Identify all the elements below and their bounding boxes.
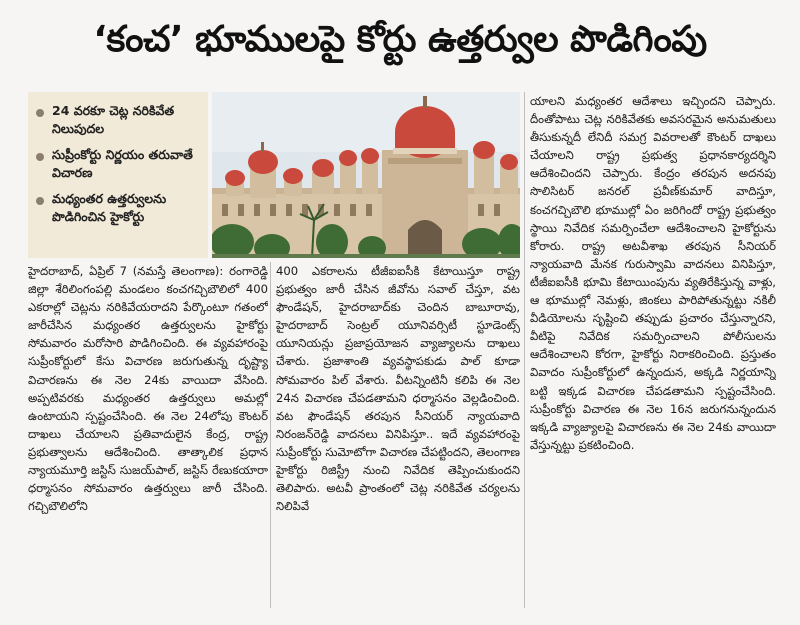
bullet-icon (36, 153, 44, 161)
article-column-2: 400 ఎకరాలను టీజీఐఐసీకి కేటాయిస్తూ రాష్ట్ర ప్రభుత్వం జారీ చేసిన జీవోను సవాల్ చేస్తూ, వట ఫౌండేషన్, హైదరాబాద్‌కు చెందిన బాబూరావు, హైదరాబాద్ సెంట్రల్ యూనివర్సిటీ స్టూడెంట్స్ యూనియన్లు ప్రజాప్రయోజన వ్యాజ్యాలను దాఖలు చేశారు. ప్రజాశాంతి వ్యవస్థాపకుడు పాల్ కూడా సోమవారం పిల్ వేశారు. వీటన్నింటినీ కలిపి ఈ నెల 24న విచారణ చేపడతామని ధర్మాసనం వెల్లడించింది. వట ఫౌండేషన్ తరపున సీనియర్ న్యాయవాది నిరంజన్‌రెడ్డి వాదనలు వినిపిస్తూ.. ఇదే వ్యవహారంపై సుప్రీంకోర్టు సుమోటోగా విచారణ చేపట్టిందని, తెలంగాణ హైకోర్టు రిజిస్ట్రీ నుంచి నివేదిక తెప్పించుకుందని తెలిపారు. అటవీ ప్రాంతంలో చెట్ల నరికివేత చర్యలను నిలిపివే (276, 264, 520, 514)
column-divider (524, 92, 525, 608)
highlight-text: సుప్రీంకోర్టు నిర్ణయం తరువాతే విచారణ (52, 147, 193, 180)
column-divider (270, 262, 271, 608)
headline: ‘కంచ’ భూములపై కోర్టు ఉత్తర్వుల పొడిగింపు (93, 19, 707, 60)
bullet-icon (36, 197, 44, 205)
highlights-box (28, 92, 208, 258)
article-column-1: హైదరాబాద్, ఏప్రిల్ 7 (నమస్తే తెలంగాణ): రంగారెడ్డి జిల్లా శేరిలింగంపల్లి మండలం కంచగచ్చిబౌలిలో 400 ఎకరాల్లో చెట్లను నరికివేయరాదని పేర్కొంటూ గతంలో జారీచేసిన మధ్యంతర ఉత్తర్వులను హైకోర్టు సోమవారం మరోసారి పొడిగించింది. ఈ వ్యవహారంపై సుప్రీంకోర్టులో కేసు విచారణ జరుగుతున్న దృష్ట్యా విచారణను ఈ నెల 24కు వాయిదా వేసింది. అప్పటివరకు మధ్యంతర ఉత్తర్వులు అమల్లో ఉంటాయని స్పష్టంచేసింది. ఈ నెల 24లోపు కౌంటర్ దాఖలు చేయాలని ప్రతివాదులైన కేంద్ర, రాష్ట్ర ప్రభుత్వాలను ఆదేశించింది. తాత్కాలిక ప్రధాన న్యాయమూర్తి జస్టిస్ సుజయ్‌పాల్, జస్టిస్ రేణుకయారా ధర్మాసనం సోమవారం ఉత్తర్వులు జారీ చేసింది. గచ్చిబౌలిలోని (28, 264, 268, 514)
highlight-text: మధ్యంతర ఉత్తర్వులను పొడిగించిన హైకోర్టు (52, 191, 167, 224)
high-court-building-photo (212, 92, 520, 258)
bullet-icon (36, 109, 44, 117)
highlight-item (36, 102, 200, 138)
article-column-3: యాలని మధ్యంతర ఆదేశాలు ఇచ్చిందని చెప్పారు. దీంతోపాటు చెట్ల నరికివేతకు అవసరమైన అనుమతులు తీసుకున్నదీ లేనిదీ సమగ్ర వివరాలతో కౌంటర్ దాఖలు చేయాలని రాష్ట్ర ప్రభుత్వ ప్రధానకార్యదర్శిని ఆదేశించిందని చెప్పారు. కేంద్రం తరపున అదనపు సొలిసిటర్ జనరల్ ప్రవీణ్‌కుమార్ వాదిస్తూ, కంచగచ్చిబౌలి భూముల్లో ఏం జరిగిందో రాష్ట్ర ప్రభుత్వం స్థాయి నివేదిక సమర్పించేలా ఆదేశించాలని హైకోర్టును కోరారు. రాష్ట్ర అటవీశాఖ తరపున సీనియర్ న్యాయవాది మేనక గురుస్వామి వాదనలు వినిపిస్తూ, టీజీఐఐసీకి భూమి కేటాయింపును వ్యతిరేకిస్తున్న వాళ్లు, ఆ భూముల్లో నెమళ్లు, జింకలు పారిపోతున్నట్టు నకిలీ వీడియోలను సృష్టించి తప్పుడు ప్రచారం చేస్తున్నారని, వీటిపై నివేదిక సమర్పించాలని పోలీసులను ఆదేశించాలని కోరగా, హైకోర్టు నిరాకరించింది. ప్రస్తుతం వివాదం సుప్రీంకోర్టులో ఉన్నందున, అక్కడి నిర్ణయాన్ని బట్టి ఇక్కడ విచారణ చేపడతామని స్పష్టంచేసింది. సుప్రీంకోర్టు విచారణ ఈ నెల 16న జరుగనున్నందున ఇక్కడి వ్యాజ్యాలపై విచారణను ఈ నెల 24కు వాయిదా వేస్తున్నట్టు ప్రకటించింది. (530, 94, 776, 452)
highlight-item (36, 146, 200, 182)
highlight-text: 24 వరకూ చెట్ల నరికివేత నిలుపుదల (52, 103, 175, 136)
highlight-item (36, 190, 200, 226)
